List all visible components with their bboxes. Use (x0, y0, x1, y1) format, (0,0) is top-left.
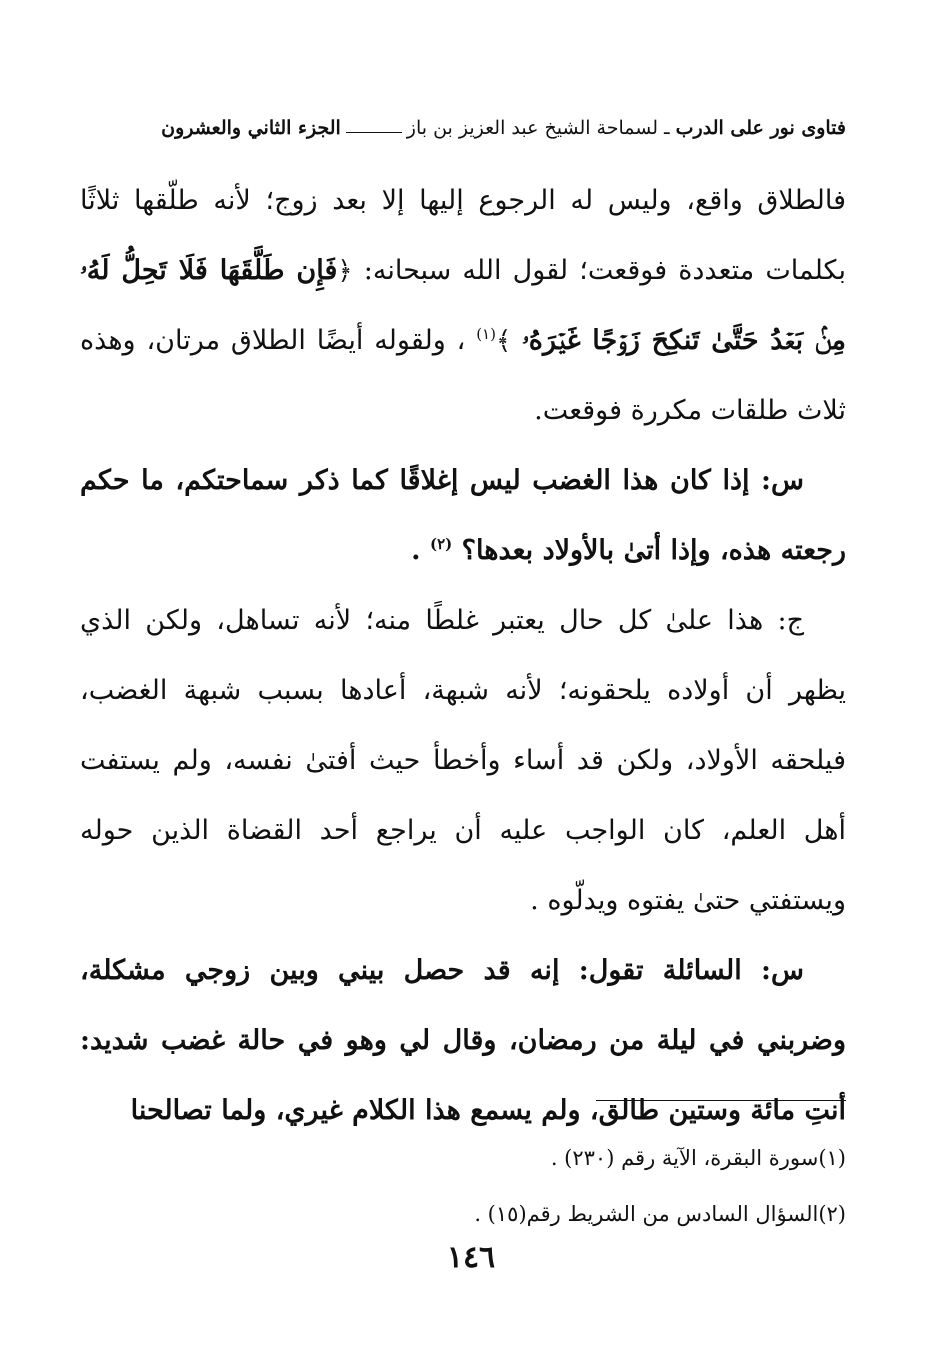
header-dash: ـ (658, 117, 676, 139)
answer-text-end: ، ولقوله أيضًا الطلاق مرتان، وهذه ثلاث طلقات مكررة فوقعت. (80, 325, 846, 426)
book-title: فتاوى نور على الدرب (675, 117, 846, 139)
question-1-period: . (411, 535, 421, 566)
quran-verse: فَإِن طَلَّقَهَا فَلَا تَحِلُّ لَهُۥ مِنۢ بَعۡدُ حَتَّىٰ تَنكِحَ زَوۡجًا غَيۡرَهُۥ (80, 255, 846, 356)
footnote-divider (596, 1100, 846, 1101)
footnotes (80, 1130, 846, 1242)
footnote-1: (١)سورة البقرة، الآية رقم (٢٣٠) . (550, 1146, 846, 1170)
author-name: لسماحة الشيخ عبد العزيز بن باز (406, 117, 658, 139)
question-1-text: س: إذا كان هذا الغضب ليس إغلاقًا كما ذكر سماحتكم، ما حكم رجعته هذه، وإذا أتىٰ بالأولاد بعدها؟ (80, 465, 846, 566)
quran-bracket-open: ﴿ (337, 256, 353, 286)
answer-1: ج: هذا علىٰ كل حال يعتبر غلطًا منه؛ لأنه تساهل، ولكن الذي يظهر أن أولاده يلحقونه؛ لأنه شبهة، أعادها بسبب شبهة الغضب، فيلحقه الأولاد، ولكن قد أساء وأخطأ حيث أفتىٰ نفسه، ولم يستفت أهل العلم، كان الواجب عليه أن يراجع أحد القضاة الذين حوله ويستفتي حتىٰ يفتوه ويدلّوه . (80, 605, 846, 916)
question-2: س: السائلة تقول: إنه قد حصل بيني وبين زوجي مشكلة، وضربني في ليلة من رمضان، وقال لي وهو في حالة غضب شديد: أنتِ مائة وستين طالق، ولم يسمع هذا الكلام غيري، ولما تصالحنا (80, 955, 846, 1126)
footnote-2: (٢)السؤال السادس من الشريط رقم(١٥) . (474, 1202, 846, 1226)
page-number: ١٤٦ (446, 1240, 496, 1275)
paragraph-answer-continuation (80, 166, 846, 446)
part-title: الجزء الثاني والعشرون (161, 117, 341, 139)
footnote-ref-2: (٢) (429, 535, 453, 553)
question-1 (80, 446, 846, 586)
answer-text-start: فالطلاق واقع، وليس له الرجوع إليها إلا بعد زوج؛ لأنه طلّقها ثلاثًا بكلمات متعددة فوقعت؛ لقول الله سبحانه: (80, 185, 846, 286)
header-rule (346, 132, 402, 133)
quran-bracket-close: ﴾ (495, 326, 512, 356)
footnote-ref-1: (١) (476, 325, 496, 343)
main-text (80, 166, 846, 1146)
running-header (80, 108, 846, 148)
